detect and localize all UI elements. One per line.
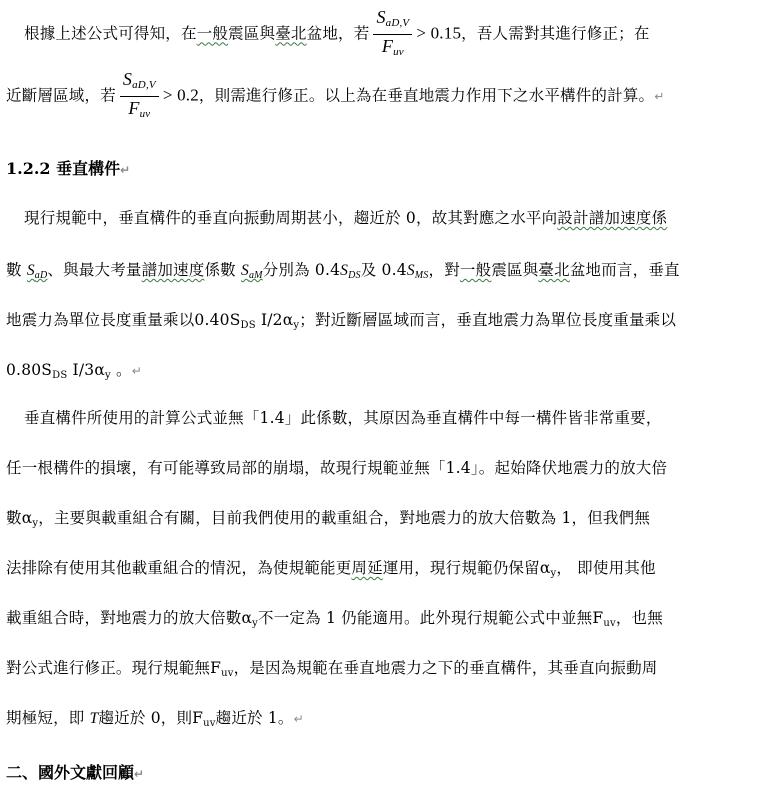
text-run: 盆地而言，垂直: [569, 261, 680, 279]
fraction-numerator-sub: aD,V: [385, 17, 410, 29]
fraction-denominator: F: [381, 36, 394, 56]
text-run: 、與最大考量: [47, 261, 142, 279]
subscript: y: [550, 568, 557, 579]
para2-line-4: [6, 358, 758, 381]
text-run: ，則需進行修正。以上為在垂直地震力作用下之水平構件的計算。: [198, 86, 655, 105]
text-run: 0.80S: [6, 361, 53, 379]
text-run: 地震力為單位長度重量乘以0.40S: [6, 311, 241, 329]
symbol-SMS: $S_{MS}$: [406, 262, 429, 281]
text-run: 周延: [351, 559, 383, 577]
paragraph-mark-icon: ↵: [134, 767, 145, 781]
inequality: > 0.2: [162, 85, 199, 105]
text-run: ， 即使用其他: [556, 559, 656, 577]
subscript: DS: [240, 320, 256, 331]
para3-line-4: [6, 556, 758, 579]
text-run: 運用，現行規範仍保留α: [382, 559, 551, 577]
text-run: ；對近斷層區域而言，垂直地震力為單位長度重量乘以: [299, 311, 677, 329]
para3-line-2: [6, 456, 758, 478]
text-run: 及 0.4: [360, 261, 407, 279]
subscript: y: [252, 618, 259, 629]
text-run: 對公式進行修正。現行規範無F: [6, 659, 222, 677]
para2-line-3: [6, 308, 758, 331]
para1-line-2: [6, 68, 758, 118]
fraction-denominator: F: [128, 98, 140, 118]
text-run: 根據上述公式可得知，在: [24, 24, 197, 43]
text-run: ，是因為規範在垂直地震力之下的垂直構件，其垂直向振動周: [233, 659, 658, 677]
paragraph-mark-icon: ↵: [654, 89, 665, 104]
text-run: I/3α: [67, 361, 106, 379]
fraction-1: [373, 6, 412, 63]
text-run: 趨近於 1。: [215, 709, 294, 727]
text-run: 數α: [6, 509, 33, 527]
text-run: 不一定為 1 仍能適用。此外現行規範公式中並無F: [258, 609, 604, 627]
para3-line-3: [6, 506, 758, 529]
para2-line-1: [6, 206, 764, 228]
subscript: y: [32, 518, 39, 529]
symbol-T: T: [89, 710, 99, 727]
text-run: I/2α: [255, 311, 294, 329]
text-run: 期極短，即: [6, 709, 90, 727]
text-run: 。: [110, 361, 132, 379]
para3-line-7: [6, 706, 758, 729]
text-run: 趨近於 0，則F: [98, 709, 204, 727]
text-run: 一般: [196, 24, 229, 43]
subscript: uv: [221, 668, 234, 679]
para3-line-6: [6, 656, 758, 679]
symbol-SaM: $S_{aM}$: [240, 262, 263, 281]
text-run: 臺北: [538, 261, 570, 279]
text-run: 係數: [204, 261, 236, 279]
heading-text: 二、國外文獻回顧: [6, 763, 135, 782]
text-run: ，吾人需對其進行修正；在: [461, 24, 650, 43]
text-run: 垂直構件所使用的計算公式並無「1.4」此係數，其原因為垂直構件中每一構件皆非常重要，: [24, 409, 662, 427]
subscript: y: [293, 320, 300, 331]
text-run: 近斷層區域，若: [6, 86, 116, 105]
para2-line-2: [6, 258, 758, 281]
paragraph-mark-icon: ↵: [120, 163, 131, 177]
section-heading-1-2-2: [6, 156, 130, 179]
subscript: uv: [603, 618, 616, 629]
para3-line-5: [6, 606, 758, 629]
subscript: DS: [52, 370, 68, 381]
symbol-SaD: $S_{aD}$: [26, 262, 48, 281]
inequality: > 0.15: [416, 23, 462, 43]
text-run: 臺北: [275, 24, 307, 43]
fraction-numerator-sub: aD,V: [132, 79, 156, 91]
fraction-numerator: S: [122, 69, 133, 89]
para1-line-1: [6, 6, 764, 58]
fraction-denominator-sub: uv: [139, 108, 151, 120]
text-run: 法排除有使用其他載重組合的情況，為使規範能更: [6, 559, 352, 577]
fraction-2: [120, 68, 159, 125]
symbol-SDS: $S_{DS}$: [340, 262, 361, 281]
text-run: 分別為 0.4: [262, 261, 341, 279]
subscript: uv: [203, 718, 216, 729]
para3-line-1: [6, 406, 764, 428]
text-run: ，主要與載重組合有關，目前我們使用的載重組合，對地震力的放大倍數為 1，但我們無: [38, 509, 651, 527]
text-run: 震區與: [228, 24, 276, 43]
subscript: y: [105, 370, 111, 381]
text-run: 數: [6, 261, 22, 279]
text-run: 譜加速度: [141, 261, 205, 279]
text-run: 現行規範中，垂直構件的垂直向振動周期甚小，趨近於 0，故其對應之水平向: [24, 209, 558, 227]
heading-text: 1.2.2 垂直構件: [6, 159, 121, 178]
text-run: 盆地，若: [306, 24, 370, 43]
text-run: ，對: [428, 261, 460, 279]
text-run: 一般: [459, 261, 492, 279]
text-run: ，也無: [615, 609, 663, 627]
paragraph-mark-icon: ↵: [293, 712, 304, 726]
text-run: 任一根構件的損壞，有可能導致局部的崩塌，故現行規範並無「1.4」。起始降伏地震力的放大倍: [6, 459, 668, 477]
paragraph-mark-icon: ↵: [131, 364, 142, 378]
section-heading-2: [6, 760, 144, 783]
text-run: 設計譜加速度係: [557, 209, 668, 227]
fraction-denominator-sub: uv: [393, 46, 404, 58]
text-run: 載重組合時，對地震力的放大倍數α: [6, 609, 253, 627]
fraction-numerator: S: [376, 7, 386, 27]
text-run: 震區與: [491, 261, 539, 279]
